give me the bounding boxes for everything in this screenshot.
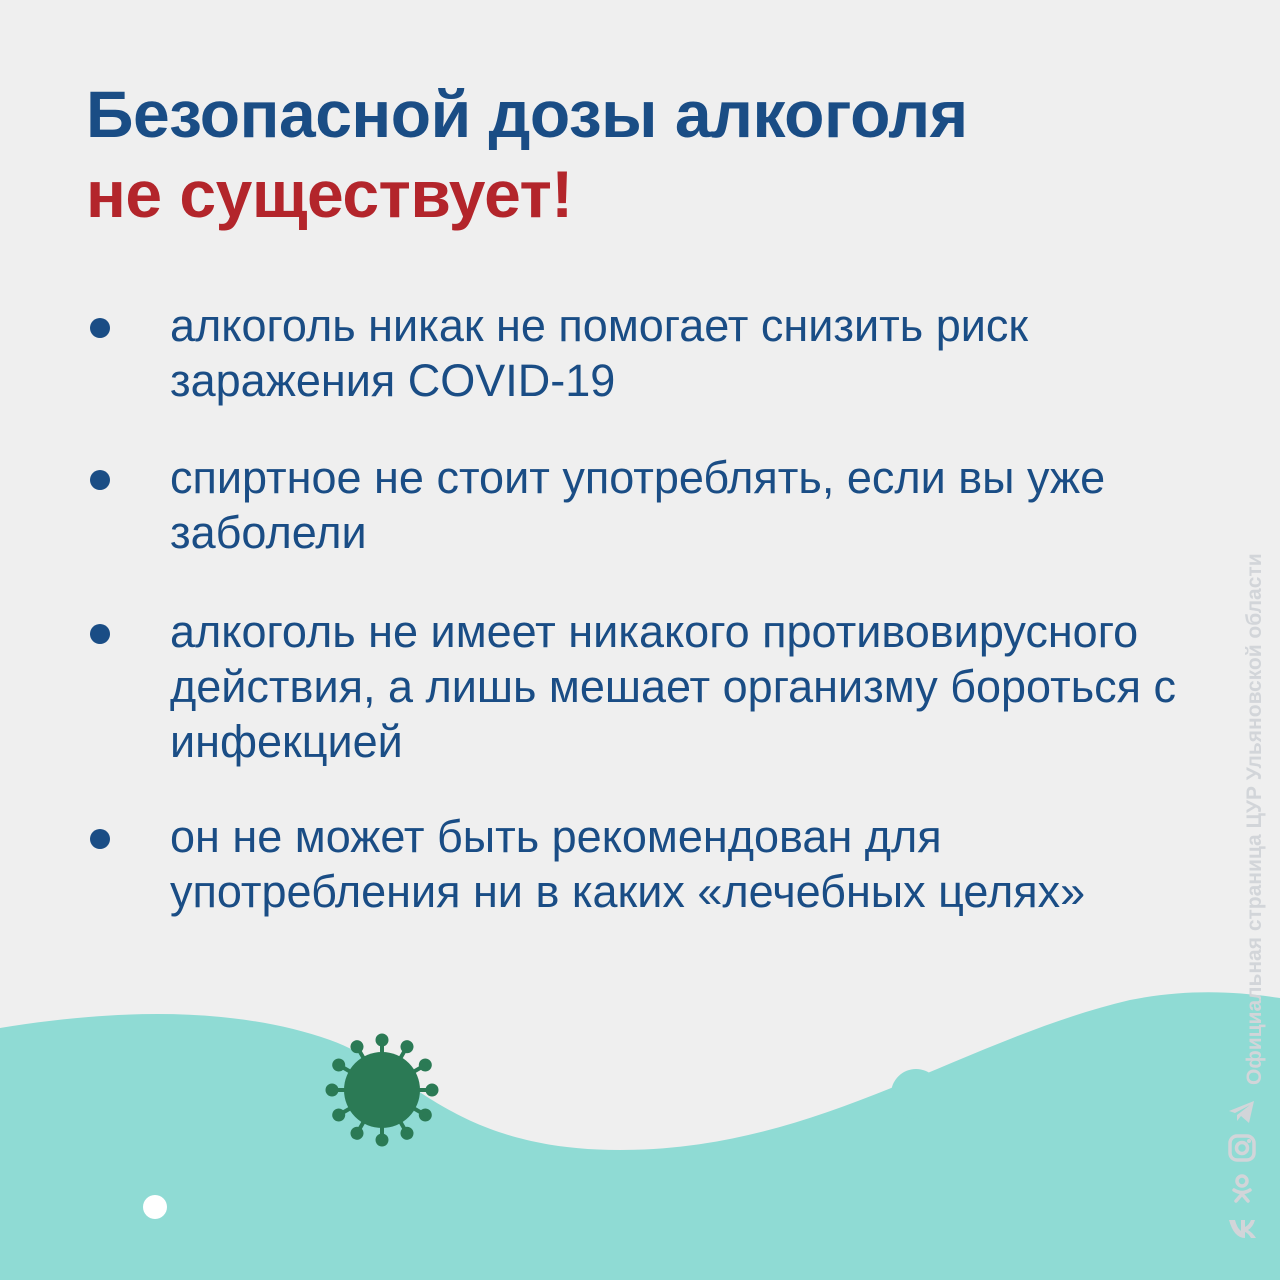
- instagram-icon[interactable]: [1224, 1130, 1260, 1166]
- white-dot-icon: [143, 1195, 167, 1219]
- teal-circle-icon: [891, 1069, 941, 1119]
- side-caption: Официальная страница ЦУР Ульяновской области: [1243, 553, 1266, 1085]
- bullet-text: он не может быть рекомендован для употребления ни в каких «лечебных целях»: [170, 811, 1086, 917]
- vk-icon[interactable]: [1224, 1208, 1260, 1244]
- title-line-2: не существует!: [86, 157, 573, 231]
- bullet-text: спиртное не стоит употреблять, если вы уже заболели: [170, 452, 1106, 558]
- telegram-icon[interactable]: [1224, 1094, 1260, 1130]
- odnoklassniki-icon[interactable]: [1224, 1170, 1260, 1206]
- bullet-text: алкоголь не имеет никакого противовирусного действия, а лишь мешает организму бороться с инфекцией: [170, 606, 1177, 767]
- title-line-1: Безопасной дозы алкоголя: [86, 77, 968, 151]
- wave-shape: [0, 992, 1280, 1280]
- bullet-text: алкоголь никак не помогает снизить риск заражения COVID-19: [170, 300, 1029, 406]
